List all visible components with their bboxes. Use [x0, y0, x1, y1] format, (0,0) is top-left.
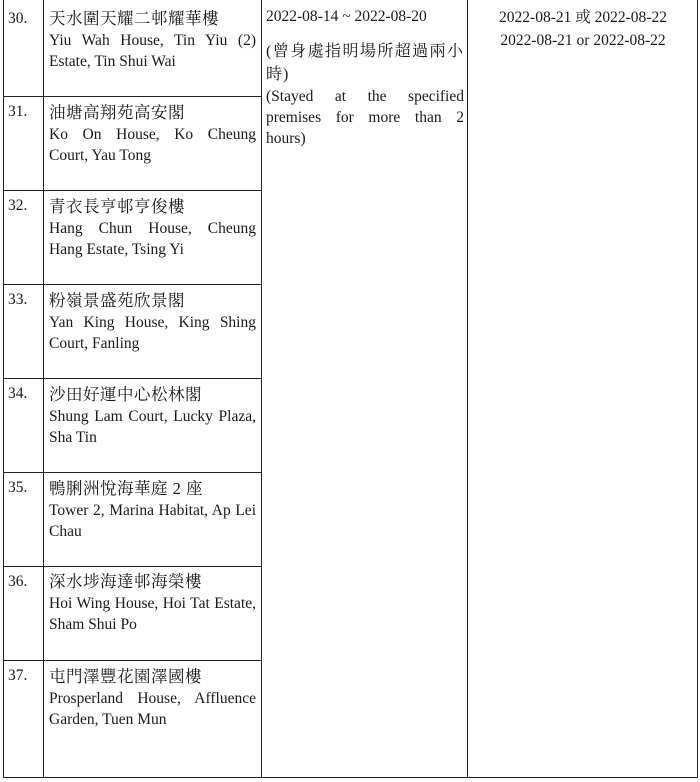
premises-name-zh: 深水埗海達邨海榮樓 [49, 572, 202, 591]
row-number: 36. [8, 573, 28, 590]
premises-name-zh: 油塘高翔苑高安閣 [49, 103, 185, 122]
table-bottom-border [3, 777, 698, 778]
test-dates-zh: 2022-08-21 或 2022-08-22 [499, 9, 667, 26]
row-divider [3, 660, 262, 661]
row-divider [3, 472, 262, 473]
premises-cell [49, 477, 256, 542]
visit-period-note-en: (Stayed at the specified premises for more than 2 hours) [266, 88, 464, 147]
premises-name-zh: 粉嶺景盛苑欣景閣 [49, 291, 185, 310]
premises-name-zh: 青衣長亨邨亨俊樓 [49, 197, 185, 216]
premises-name-en: Yan King House, King Shing Court, Fanling [49, 314, 256, 352]
row-number: 33. [8, 291, 28, 308]
test-dates-en: 2022-08-21 or 2022-08-22 [500, 32, 666, 49]
row-number: 31. [8, 103, 28, 120]
premises-name-en: Yiu Wah House, Tin Yiu (2) Estate, Tin Shui Wai [49, 32, 256, 70]
row-number: 30. [8, 10, 28, 27]
premises-name-zh: 天水圍天耀二邨耀華樓 [49, 9, 219, 28]
table-border-col1 [43, 0, 44, 778]
table-border-col2 [261, 0, 262, 778]
premises-name-en: Hang Chun House, Cheung Hang Estate, Tsing Yi [49, 220, 256, 258]
visit-period-note-zh: (曾身處指明場所超過兩小時) [266, 43, 464, 83]
premises-cell [49, 101, 256, 166]
row-number: 35. [8, 479, 28, 496]
test-dates-cell [468, 6, 698, 52]
row-divider [3, 190, 262, 191]
premises-cell [49, 665, 256, 730]
table-border-col3 [467, 0, 468, 778]
row-divider [3, 378, 262, 379]
premises-name-en: Prosperland House, Affluence Garden, Tuen Mun [49, 690, 256, 728]
premises-cell [49, 195, 256, 260]
row-number: 34. [8, 385, 28, 402]
premises-name-en: Ko On House, Ko Cheung Court, Yau Tong [49, 126, 256, 164]
premises-name-en: Hoi Wing House, Hoi Tat Estate, Sham Shui Po [49, 595, 256, 633]
premises-cell [49, 289, 256, 354]
premises-name-zh: 屯門澤豐花園澤國樓 [49, 667, 202, 686]
row-divider [3, 566, 262, 567]
premises-name-zh: 鴨脷洲悅海華庭 2 座 [49, 479, 203, 498]
premises-name-en: Shung Lam Court, Lucky Plaza, Sha Tin [49, 408, 256, 446]
row-divider [3, 96, 262, 97]
premises-cell [49, 383, 256, 448]
premises-cell [49, 570, 256, 635]
visit-period-dates: 2022-08-14 ~ 2022-08-20 [266, 8, 427, 25]
premises-name-en: Tower 2, Marina Habitat, Ap Lei Chau [49, 502, 256, 540]
table-border-left [3, 0, 4, 778]
row-number: 37. [8, 667, 28, 684]
premises-cell [49, 7, 256, 72]
table-border-right [697, 0, 698, 778]
premises-name-zh: 沙田好運中心松林閣 [49, 385, 202, 404]
row-number: 32. [8, 197, 28, 214]
row-divider [3, 284, 262, 285]
visit-period-cell [266, 6, 464, 149]
